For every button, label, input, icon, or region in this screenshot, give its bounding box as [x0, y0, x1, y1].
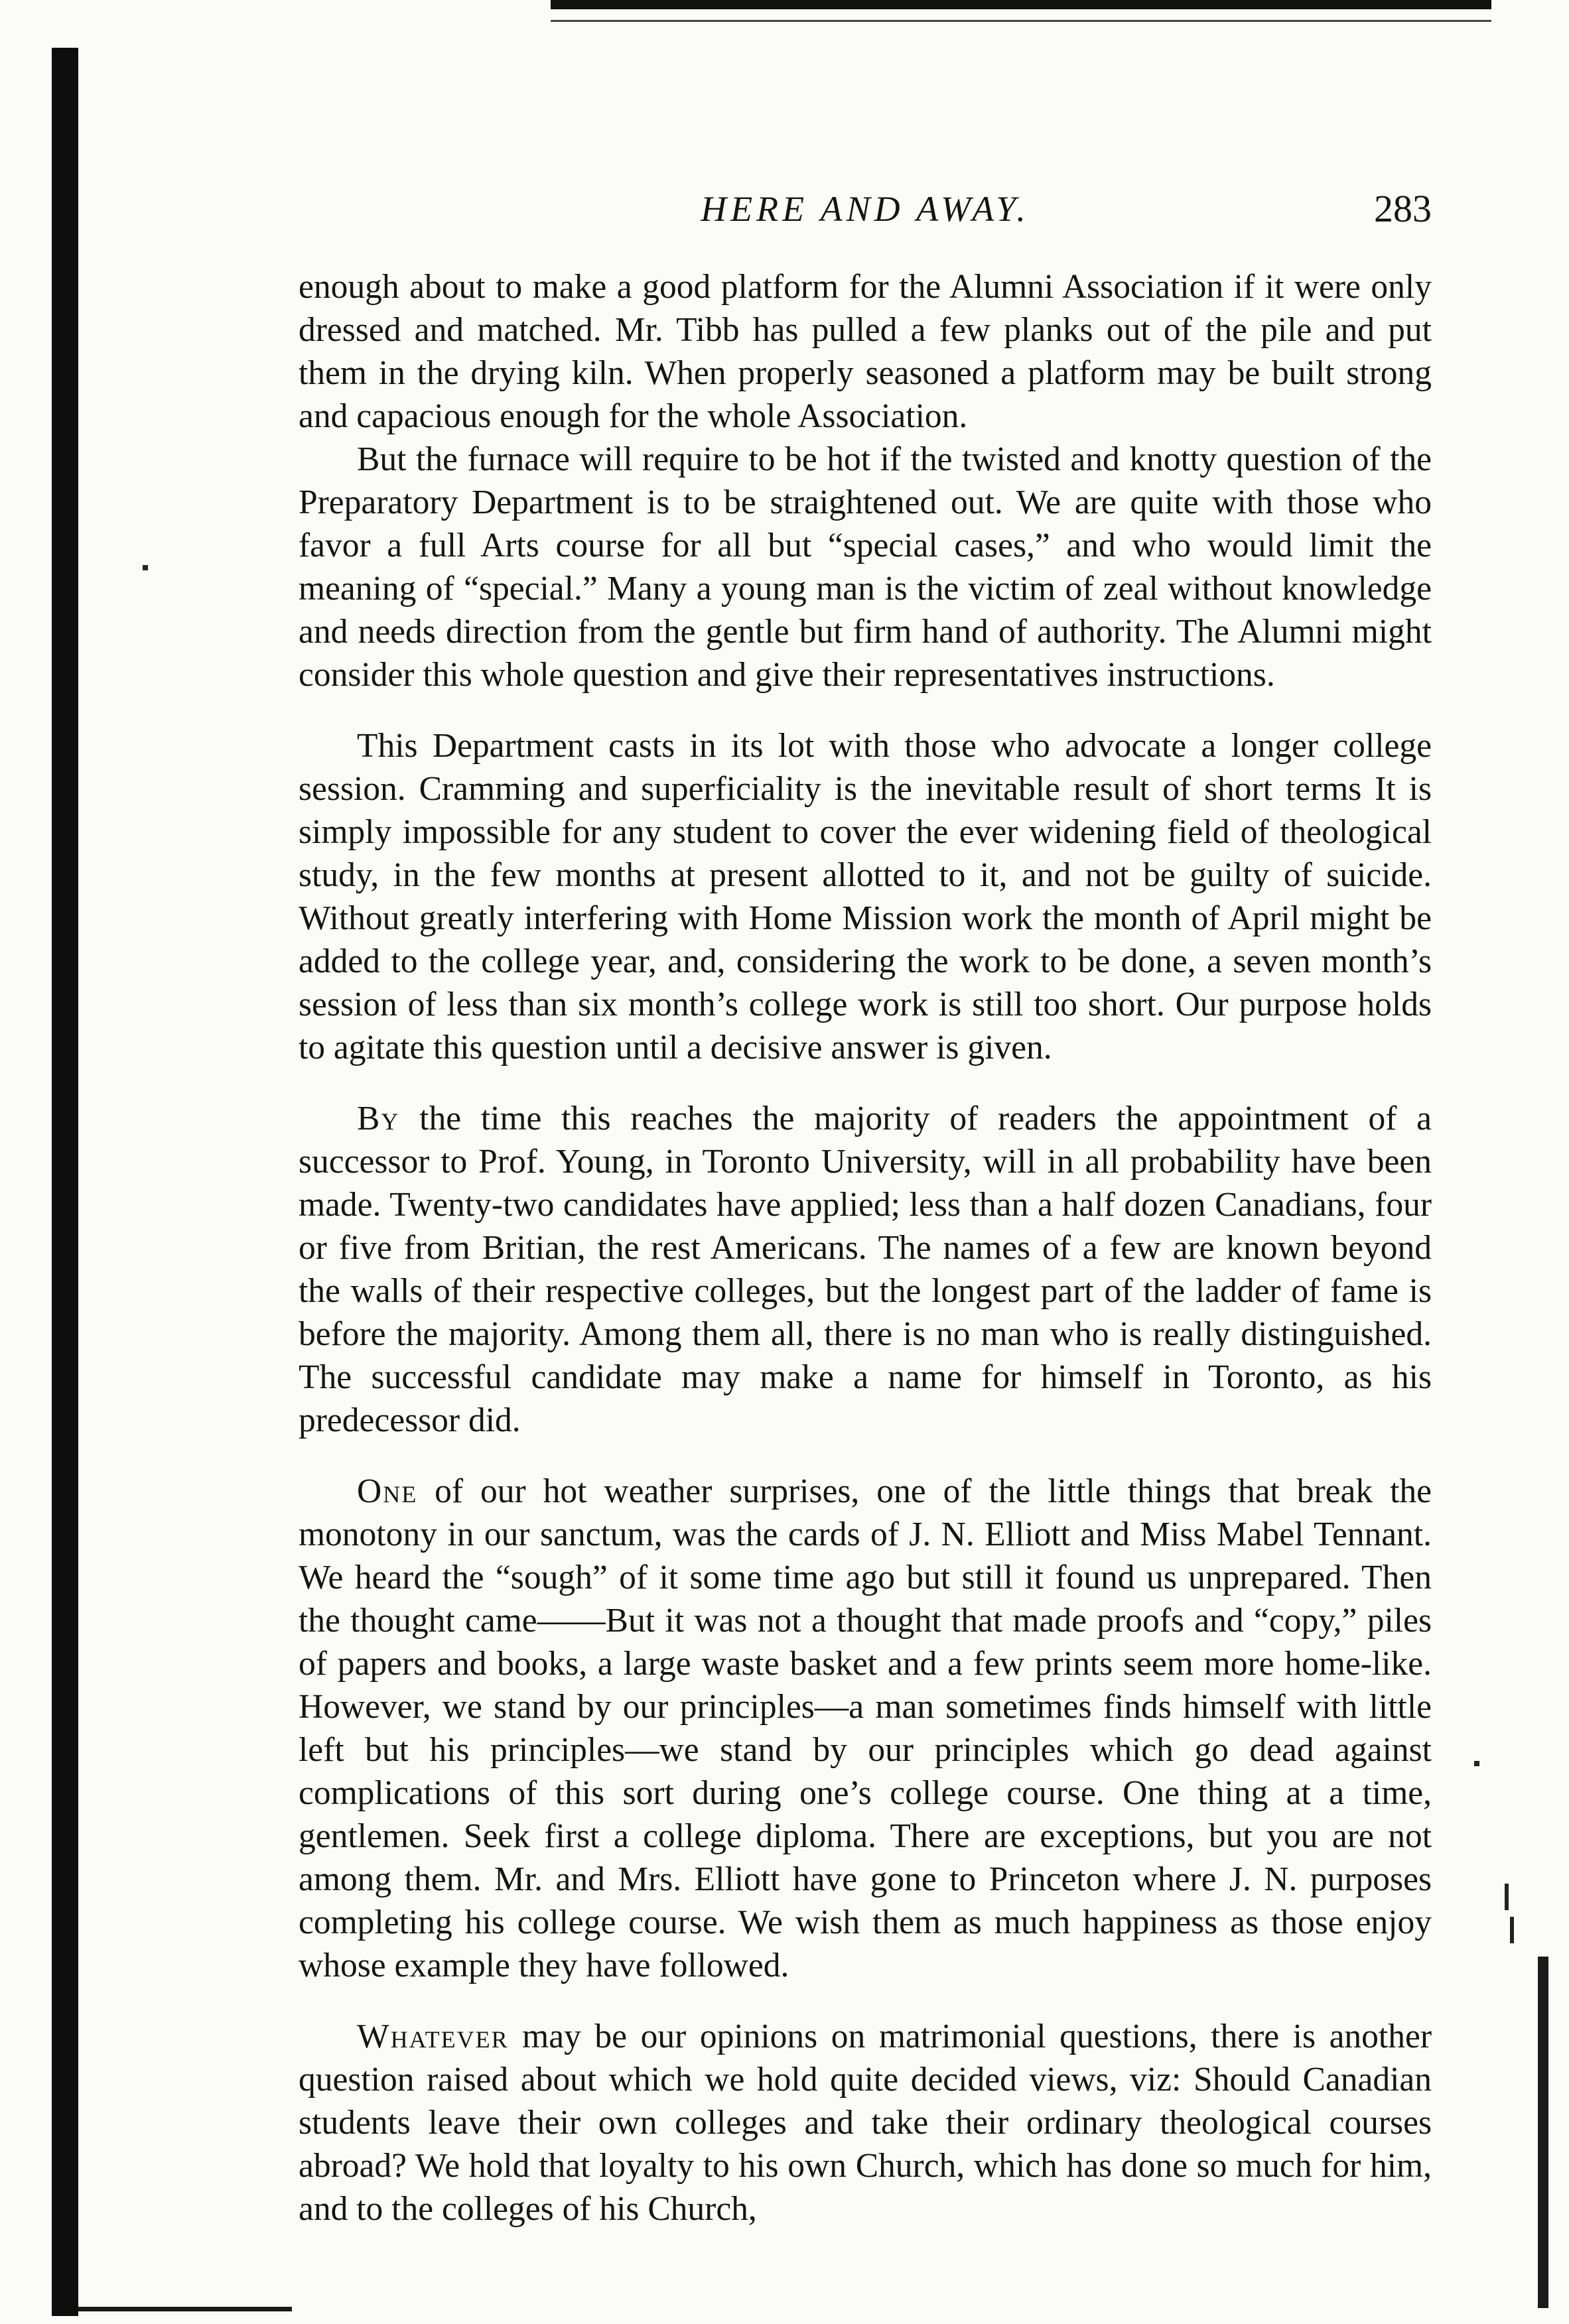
paragraph — [299, 1470, 1432, 1987]
paragraph-lead-word: One — [357, 1472, 418, 1510]
paragraph — [299, 265, 1432, 438]
top-border-rule — [551, 0, 1491, 9]
running-title: HERE AND AWAY. — [701, 189, 1030, 229]
paragraph — [299, 2015, 1432, 2230]
paragraph — [299, 724, 1432, 1069]
top-thin-rule — [551, 20, 1491, 22]
paragraph — [299, 1097, 1432, 1442]
paragraph-text: enough about to make a good platform for the Alumni Association if it were only dressed and matched. Mr. Tibb has pulled a few planks out of the pile and put them in the drying kiln. When properly seasoned a platform may be built strong and capacious enough for the whole Association. — [299, 268, 1432, 435]
paragraph-text: the time this reaches the majority of readers the appointment of a successor to Prof. Young, in Toronto University, will in all probability have been made. Twenty-two candidates have applied; less than a half dozen Canadians, four or five from Britian, the rest Americans. The names of a few are known beyond the walls of their respective colleges, but the longest part of the ladder of fame is before the majority. Among them all, there is no man who is really distinguished. The successful candidate may make a name for himself in Toronto, as his predecessor did. — [299, 1100, 1432, 1439]
paragraph-text: But the furnace will require to be hot if the twisted and knotty question of the Preparatory Department is to be straightened out. We are quite with those who favor a full Arts course for all but “special cases,” and who would limit the meaning of “special.” Many a young man is the victim of zeal without knowledge and needs direction from the gentle but firm hand of authority. The Alumni might consider this whole question and give their representatives instructions. — [299, 440, 1432, 694]
paragraph — [299, 438, 1432, 696]
right-page-edge — [1538, 1957, 1548, 2308]
paragraph-lead-word: By — [357, 1100, 400, 1137]
bottom-left-rule — [78, 2307, 292, 2311]
paragraph-text: of our hot weather surprises, one of the little things that break the monotony in our sanctum, was the cards of J. N. Elliott and Miss Mabel Tennant. We heard the “sough” of it some time ago but still it found us unprepared. Then the thought came——But it was not a thought that made proofs and “copy,” piles of papers and books, a large waste basket and a few prints seem more home-like. However, we stand by our principles—a man sometimes finds himself with little left but his principles—we stand by our principles which go dead against complications of this sort during one’s college course. One thing at a time, gentlemen. Seek first a college diploma. There are exceptions, but you are not among them. Mr. and Mrs. Elliott have gone to Princeton where J. N. purposes completing his college course. We wish them as much happiness as those enjoy whose example they have followed. — [299, 1472, 1432, 1984]
page-number: 283 — [1374, 187, 1432, 230]
margin-mark — [1505, 1884, 1509, 1910]
page-header — [299, 179, 1432, 239]
paragraph-text: may be our opinions on matrimonial questions, there is another question raised about which we hold quite decided views, viz: Should Canadian students leave their own colleges and take their ordinary theological courses abroad? We hold that loyalty to his own Church, which has done so much for him, and to the colleges of his Church, — [299, 2018, 1432, 2228]
margin-mark — [1474, 1761, 1479, 1766]
left-binding-edge — [52, 48, 78, 2316]
paragraph-text: This Department casts in its lot with those who advocate a longer college session. Cramming and superficiality is the inevitable result of short terms It is simply impossible for any student to cover the ever widening field of theological study, in the few months at present allotted to it, and not be guilty of suicide. Without greatly interfering with Home Mission work the month of April might be added to the college year, and, considering the work to be done, a seven month’s session of less than six month’s college work is still too short. Our purpose holds to agitate this question until a decisive answer is given. — [299, 727, 1432, 1066]
page-body — [299, 265, 1432, 2230]
paragraph-lead-word: Whatever — [357, 2018, 509, 2055]
margin-mark — [1510, 1917, 1514, 1943]
margin-mark — [143, 565, 148, 570]
